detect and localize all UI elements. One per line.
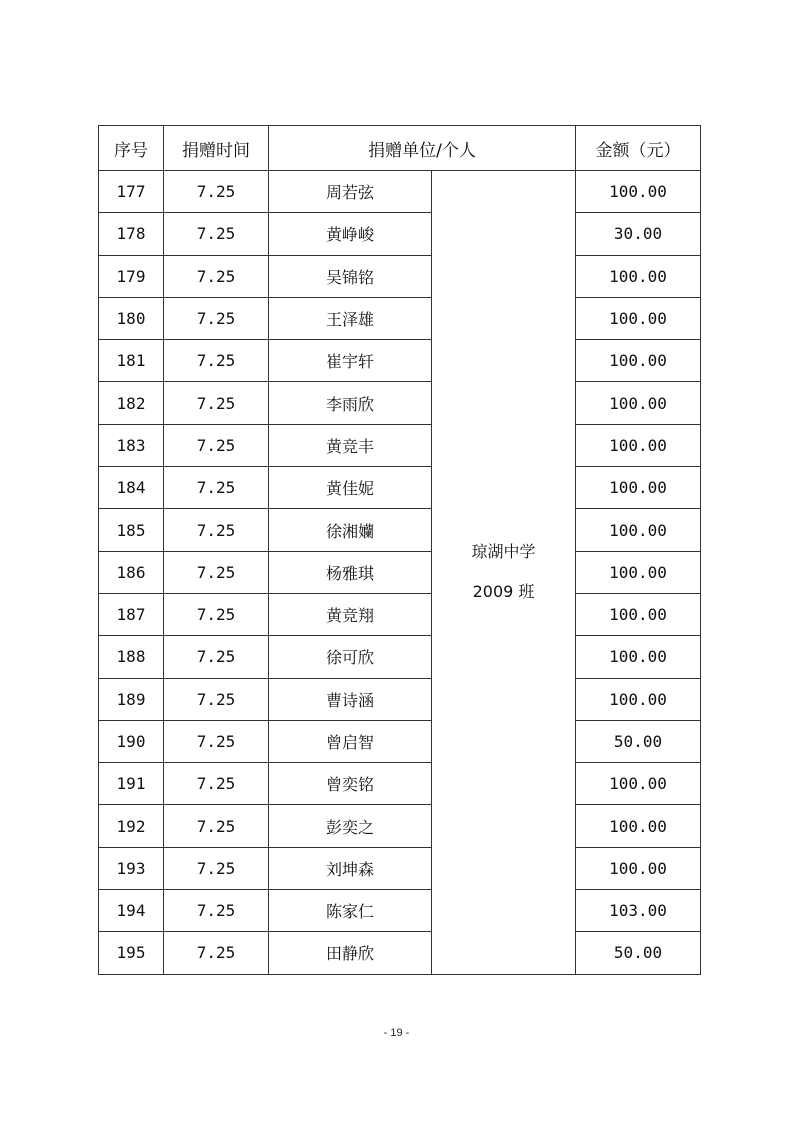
donor-name: 徐湘孏 [269, 509, 432, 551]
donation-amount: 100.00 [576, 551, 701, 593]
table-row [99, 763, 701, 805]
donor-name: 彭奕之 [269, 805, 432, 847]
donation-amount: 100.00 [576, 255, 701, 297]
header-amount: 金额（元） [576, 126, 701, 171]
row-number: 185 [99, 509, 164, 551]
donation-amount: 100.00 [576, 847, 701, 889]
table-row [99, 593, 701, 635]
row-number: 188 [99, 636, 164, 678]
row-number: 187 [99, 593, 164, 635]
page-number: - 19 - [383, 1027, 410, 1039]
donation-amount: 100.00 [576, 382, 701, 424]
donation-amount: 100.00 [576, 509, 701, 551]
row-number: 186 [99, 551, 164, 593]
row-number: 191 [99, 763, 164, 805]
table-row [99, 171, 701, 213]
row-number: 195 [99, 932, 164, 974]
header-donor: 捐赠单位/个人 [269, 126, 576, 171]
row-number: 177 [99, 171, 164, 213]
donation-amount: 100.00 [576, 805, 701, 847]
table-row [99, 297, 701, 339]
donation-time: 7.25 [164, 340, 269, 382]
donor-name: 崔宇轩 [269, 340, 432, 382]
donor-name: 田静欣 [269, 932, 432, 974]
donation-time: 7.25 [164, 467, 269, 509]
row-number: 178 [99, 213, 164, 255]
table-row [99, 847, 701, 889]
table-row [99, 467, 701, 509]
table-row [99, 890, 701, 932]
donation-amount: 103.00 [576, 890, 701, 932]
donor-name: 李雨欣 [269, 382, 432, 424]
table-body [99, 171, 701, 975]
table-row [99, 805, 701, 847]
row-number: 193 [99, 847, 164, 889]
row-number: 189 [99, 678, 164, 720]
donor-name: 黄竞丰 [269, 424, 432, 466]
donation-amount: 100.00 [576, 424, 701, 466]
table-row [99, 551, 701, 593]
donor-name: 黄竞翔 [269, 593, 432, 635]
table-row [99, 509, 701, 551]
donation-time: 7.25 [164, 509, 269, 551]
donation-amount: 50.00 [576, 932, 701, 974]
donation-amount: 100.00 [576, 593, 701, 635]
donor-unit [432, 171, 576, 975]
donation-time: 7.25 [164, 297, 269, 339]
header-time: 捐赠时间 [164, 126, 269, 171]
donation-time: 7.25 [164, 720, 269, 762]
table-row [99, 678, 701, 720]
donation-time: 7.25 [164, 593, 269, 635]
donor-name: 刘坤森 [269, 847, 432, 889]
donor-name: 黄佳妮 [269, 467, 432, 509]
donation-time: 7.25 [164, 763, 269, 805]
row-number: 184 [99, 467, 164, 509]
table-row [99, 720, 701, 762]
donor-name: 杨雅琪 [269, 551, 432, 593]
table-row [99, 424, 701, 466]
donation-time: 7.25 [164, 213, 269, 255]
donation-time: 7.25 [164, 424, 269, 466]
donor-name: 徐可欣 [269, 636, 432, 678]
donor-name: 王泽雄 [269, 297, 432, 339]
donation-time: 7.25 [164, 382, 269, 424]
donor-name: 吴锦铭 [269, 255, 432, 297]
row-number: 194 [99, 890, 164, 932]
donation-time: 7.25 [164, 551, 269, 593]
donation-amount: 100.00 [576, 171, 701, 213]
donation-amount: 100.00 [576, 297, 701, 339]
row-number: 182 [99, 382, 164, 424]
table-row [99, 932, 701, 974]
donation-time: 7.25 [164, 847, 269, 889]
donation-amount: 50.00 [576, 720, 701, 762]
donation-time: 7.25 [164, 890, 269, 932]
table-header-row [99, 126, 701, 171]
donation-amount: 100.00 [576, 678, 701, 720]
donor-name: 黄峥峻 [269, 213, 432, 255]
donation-time: 7.25 [164, 805, 269, 847]
row-number: 190 [99, 720, 164, 762]
donor-name: 曹诗涵 [269, 678, 432, 720]
donation-amount: 100.00 [576, 636, 701, 678]
table-row [99, 636, 701, 678]
donation-time: 7.25 [164, 636, 269, 678]
table-row [99, 213, 701, 255]
donation-amount: 100.00 [576, 763, 701, 805]
donation-amount: 100.00 [576, 340, 701, 382]
table-row [99, 255, 701, 297]
row-number: 179 [99, 255, 164, 297]
donation-amount: 100.00 [576, 467, 701, 509]
table-row [99, 340, 701, 382]
header-num: 序号 [99, 126, 164, 171]
donor-name: 周若弦 [269, 171, 432, 213]
donation-amount: 30.00 [576, 213, 701, 255]
row-number: 181 [99, 340, 164, 382]
donor-name: 陈家仁 [269, 890, 432, 932]
row-number: 180 [99, 297, 164, 339]
donor-name: 曾启智 [269, 720, 432, 762]
donation-time: 7.25 [164, 255, 269, 297]
row-number: 192 [99, 805, 164, 847]
row-number: 183 [99, 424, 164, 466]
donation-table [98, 125, 701, 975]
donor-unit-class: 2009 班 [472, 582, 535, 602]
donor-unit-school: 琼湖中学 [471, 542, 536, 562]
donation-time: 7.25 [164, 678, 269, 720]
donation-time: 7.25 [164, 171, 269, 213]
donation-time: 7.25 [164, 932, 269, 974]
table-row [99, 382, 701, 424]
donor-name: 曾奕铭 [269, 763, 432, 805]
